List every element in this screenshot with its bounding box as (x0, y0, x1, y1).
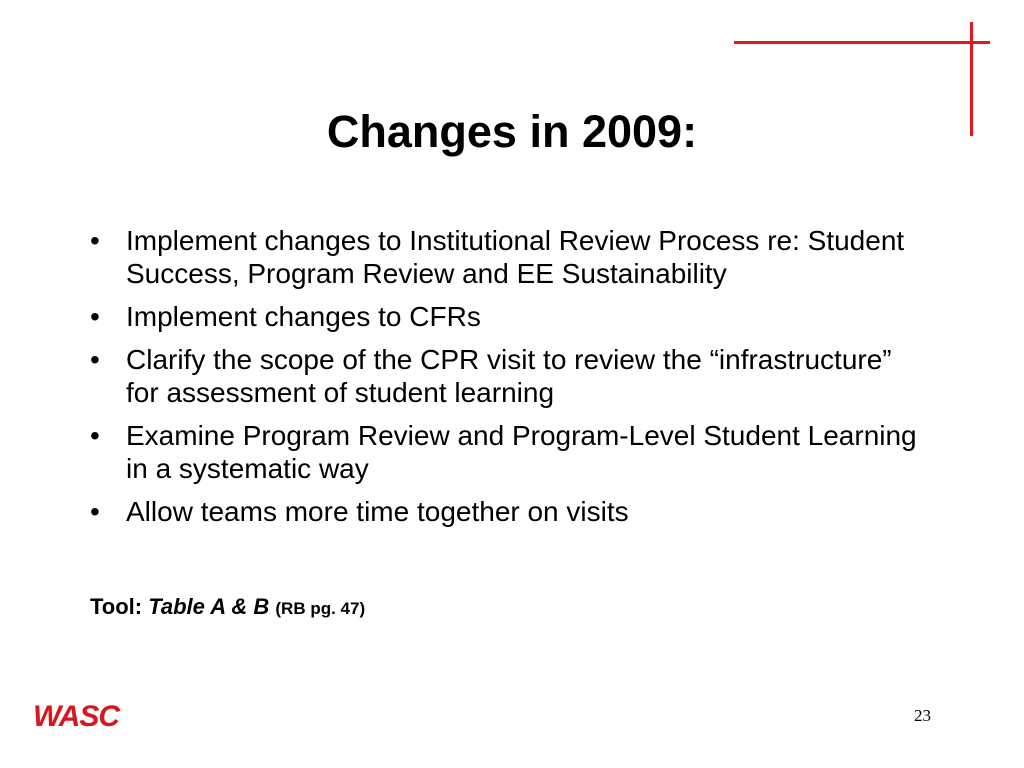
bullet-text: Clarify the scope of the CPR visit to review the “infrastructure” for assessment of student learning (126, 344, 892, 408)
bullet-item (90, 224, 930, 290)
bullet-item (90, 419, 930, 485)
bullet-item (90, 343, 930, 409)
bullet-item (90, 495, 930, 528)
bullet-list (90, 224, 930, 538)
page-number: 23 (914, 706, 931, 725)
tool-page-reference: (RB pg. 47) (275, 599, 366, 618)
bullet-text: Implement changes to CFRs (126, 301, 481, 332)
bullet-marker: • (90, 496, 100, 527)
bullet-marker: • (90, 344, 100, 375)
bullet-text: Allow teams more time together on visits (126, 496, 629, 527)
bullet-marker: • (90, 420, 100, 451)
bullet-text: Implement changes to Institutional Review Process re: Student Success, Program Review and EE Sustainability (126, 225, 905, 289)
bullet-marker: • (90, 225, 100, 256)
tool-label: Tool: (90, 594, 143, 619)
bullet-marker: • (90, 301, 100, 332)
tool-reference-line (90, 592, 365, 624)
wasc-logo: WASC (33, 700, 119, 733)
bullet-text: Examine Program Review and Program-Level Student Learning in a systematic way (126, 420, 917, 484)
bullet-item (90, 300, 930, 333)
slide-title: Changes in 2009: (326, 106, 698, 157)
corner-accent-horizontal-line (734, 41, 990, 44)
tool-item: Table A & B (148, 594, 270, 619)
